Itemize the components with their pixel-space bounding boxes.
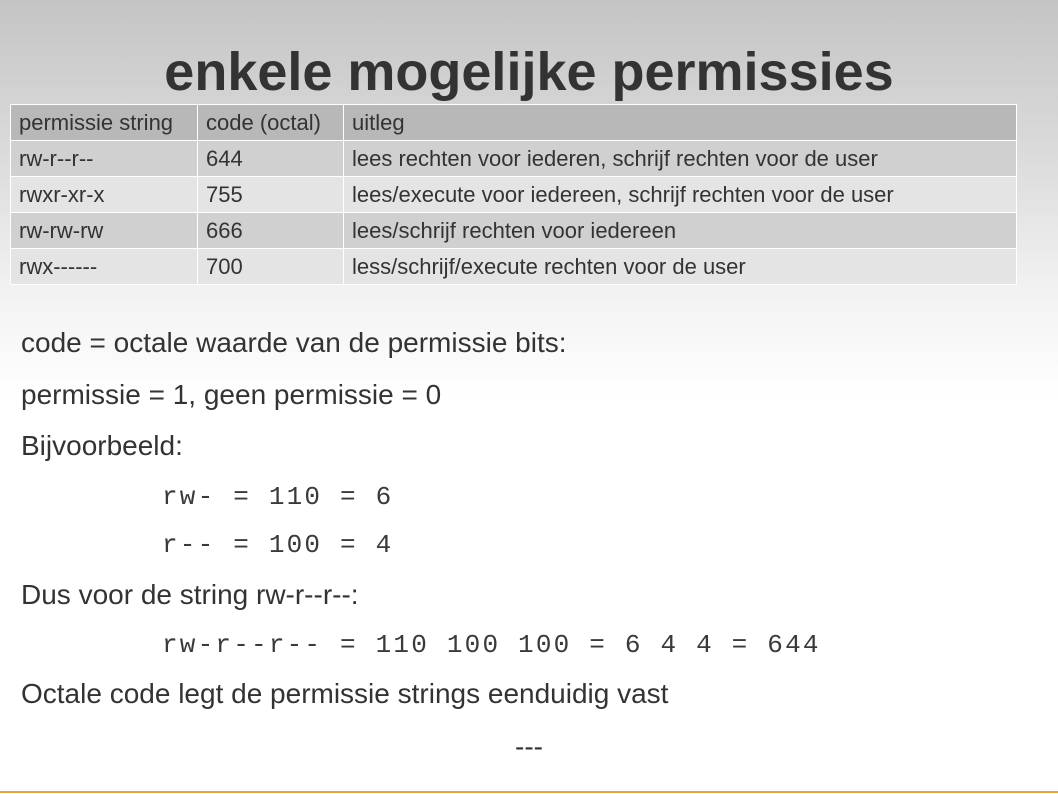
bottom-accent-rule bbox=[0, 791, 1058, 793]
footer-separator-text: --- bbox=[515, 731, 543, 762]
bit-value-line: permissie = 1, geen permissie = 0 bbox=[21, 379, 442, 410]
permission-string-cell: rw-rw-rw bbox=[11, 213, 198, 249]
octal-code-cell: 700 bbox=[198, 249, 344, 285]
column-header-permission-string: permissie string bbox=[11, 105, 198, 141]
string-example-heading: Dus voor de string rw-r--r--: bbox=[21, 579, 359, 610]
table-header-row bbox=[11, 105, 1017, 141]
explanation-cell: lees rechten voor iederen, schrijf rechten voor de user bbox=[344, 141, 1017, 177]
column-header-explanation: uitleg bbox=[344, 105, 1017, 141]
octal-code-cell: 755 bbox=[198, 177, 344, 213]
explanation-cell: lees/schrijf rechten voor iedereen bbox=[344, 213, 1017, 249]
example-r-code: r-- = 100 = 4 bbox=[162, 530, 394, 560]
explanation-cell: lees/execute voor iedereen, schrijf rechten voor de user bbox=[344, 177, 1017, 213]
octal-code-cell: 666 bbox=[198, 213, 344, 249]
slide-title: enkele mogelijke permissies bbox=[164, 42, 894, 103]
conclusion-line: Octale code legt de permissie strings eenduidig vast bbox=[21, 678, 669, 709]
table-row bbox=[11, 141, 1017, 177]
example-rw-code: rw- = 110 = 6 bbox=[162, 482, 394, 512]
full-string-example-code: rw-r--r-- = 110 100 100 = 6 4 4 = 644 bbox=[162, 630, 821, 660]
explanation-cell: less/schrijf/execute rechten voor de user bbox=[344, 249, 1017, 285]
code-definition-line: code = octale waarde van de permissie bits: bbox=[21, 327, 567, 358]
permission-string-cell: rwxr-xr-x bbox=[11, 177, 198, 213]
permission-string-cell: rw-r--r-- bbox=[11, 141, 198, 177]
table-row bbox=[11, 177, 1017, 213]
table-row bbox=[11, 213, 1017, 249]
table-row bbox=[11, 249, 1017, 285]
column-header-octal-code: code (octal) bbox=[198, 105, 344, 141]
permission-string-cell: rwx------ bbox=[11, 249, 198, 285]
octal-code-cell: 644 bbox=[198, 141, 344, 177]
example-heading: Bijvoorbeeld: bbox=[21, 430, 183, 461]
permissions-table bbox=[10, 104, 1017, 285]
